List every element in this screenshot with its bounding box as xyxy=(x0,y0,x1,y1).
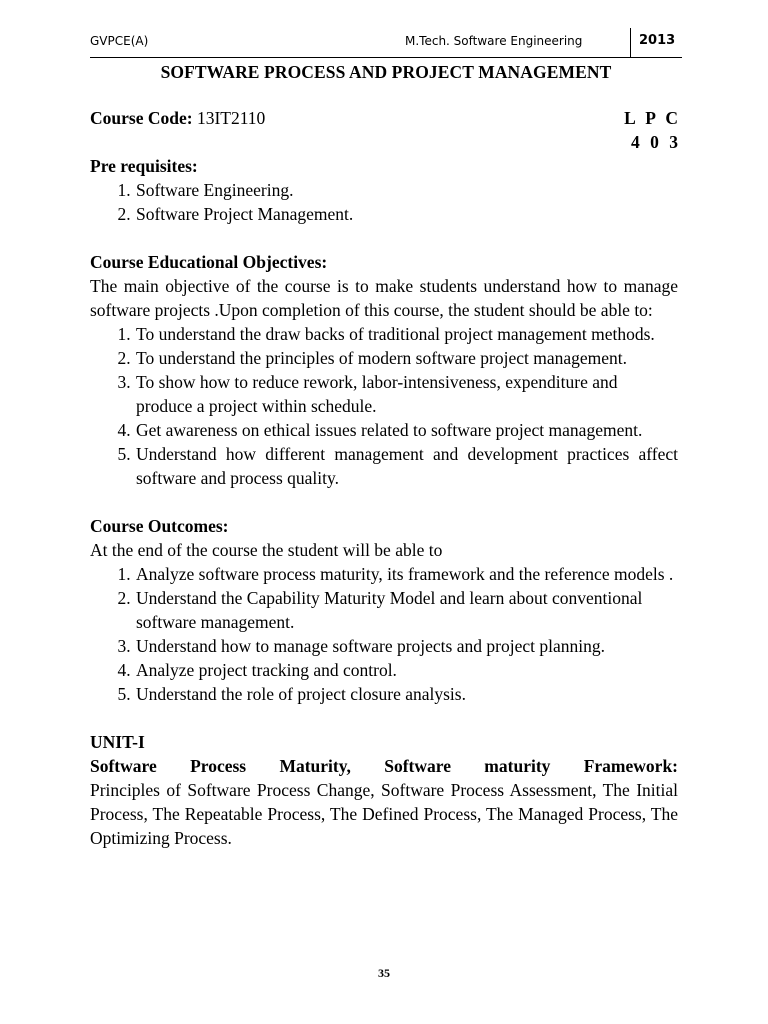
list-item: 1. Software Engineering. xyxy=(135,178,678,202)
list-item: 5. Understand the role of project closure analysis. xyxy=(135,682,678,706)
prerequisites-heading: Pre requisites: xyxy=(90,156,198,176)
list-item: 2. Understand the Capability Maturity Model and learn about conventional software management. xyxy=(135,586,678,634)
header-institution: GVPCE(A) xyxy=(90,34,149,48)
prerequisites-list xyxy=(90,178,678,226)
lpc-heads: L P C xyxy=(624,108,678,128)
page-header xyxy=(90,28,682,58)
list-item: 2. To understand the principles of modern software project management. xyxy=(135,346,678,370)
header-separator xyxy=(630,28,631,58)
list-item: 3. Understand how to manage software projects and project planning. xyxy=(135,634,678,658)
list-item: 4. Analyze project tracking and control. xyxy=(135,658,678,682)
outcomes-list xyxy=(90,562,678,706)
lpc-table xyxy=(624,106,678,154)
list-item: 5. Understand how different management and development practices affect software and process quality. xyxy=(135,442,678,490)
list-item: 1. Analyze software process maturity, its framework and the reference models . xyxy=(135,562,678,586)
unit-text: Principles of Software Process Change, Software Process Assessment, The Initial Process, The Repeatable Process, The Defined Process, The Managed Process, The Optimizing Process. xyxy=(90,780,678,848)
course-code-row xyxy=(90,106,678,152)
objectives-list xyxy=(90,322,678,490)
unit-topic: Software Process Maturity, Software maturity Framework: xyxy=(90,756,678,776)
list-item: 1. To understand the draw backs of traditional project management methods. xyxy=(135,322,678,346)
document-body xyxy=(90,106,678,850)
list-item: 4. Get awareness on ethical issues related to software project management. xyxy=(135,418,678,442)
list-item: 3. To show how to reduce rework, labor-intensiveness, expenditure and produce a project within schedule. xyxy=(135,370,678,418)
list-item: 2. Software Project Management. xyxy=(135,202,678,226)
lpc-values: 4 0 3 xyxy=(631,132,678,152)
outcomes-intro: At the end of the course the student will be able to xyxy=(90,540,443,560)
outcomes-heading: Course Outcomes: xyxy=(90,516,229,536)
unit-heading: UNIT-I xyxy=(90,732,145,752)
objectives-heading: Course Educational Objectives: xyxy=(90,252,328,272)
header-program: M.Tech. Software Engineering xyxy=(405,34,583,48)
page-number: 35 xyxy=(378,966,390,980)
course-code-label: Course Code: xyxy=(90,108,193,128)
header-year: 2013 xyxy=(639,33,676,48)
document-title: SOFTWARE PROCESS AND PROJECT MANAGEMENT xyxy=(160,62,612,82)
course-code-value: 13IT2110 xyxy=(192,108,266,128)
objectives-intro: The main objective of the course is to make students understand how to manage software projects .Upon completion of this course, the student should be able to: xyxy=(90,276,678,320)
header-rule xyxy=(90,57,682,58)
